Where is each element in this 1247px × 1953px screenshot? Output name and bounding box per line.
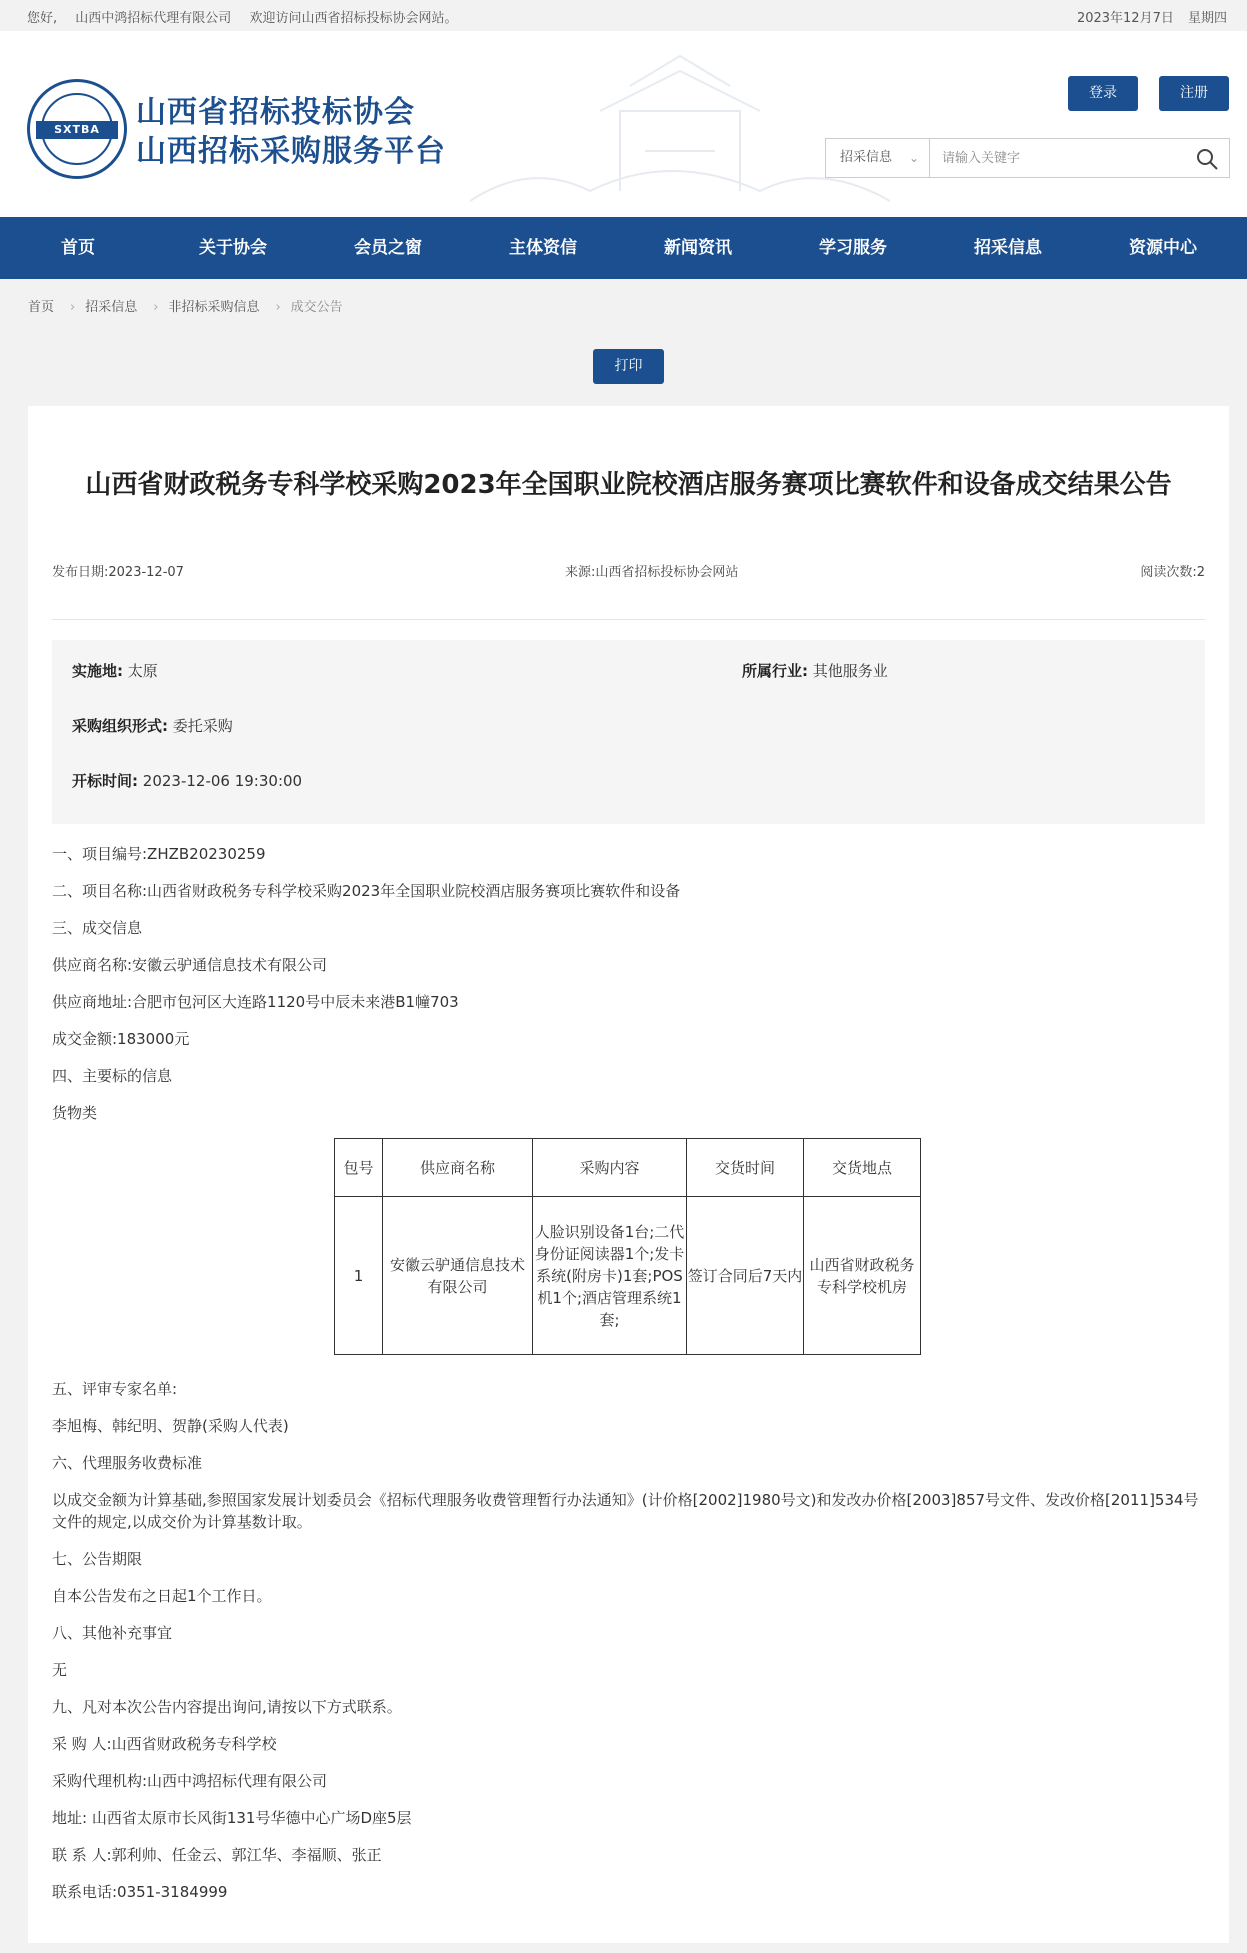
source-label: 来源: xyxy=(565,565,596,580)
info-industry-value: 其他服务业 xyxy=(812,662,888,680)
logo-abbr: SXTBA xyxy=(36,121,118,139)
cell-delivery-place: 山西省财政税务专科学校机房 xyxy=(804,1197,921,1355)
line-fee-heading: 六、代理服务收费标准 xyxy=(52,1454,203,1472)
line-experts: 李旭梅、韩纪明、贺静(采购人代表) xyxy=(52,1417,289,1435)
info-org-form xyxy=(72,715,233,736)
goods-table-header-row xyxy=(335,1139,921,1197)
publish-date xyxy=(52,561,184,580)
current-weekday: 星期四 xyxy=(1187,11,1227,26)
line-other: 无 xyxy=(52,1661,68,1679)
welcome-text: 欢迎访问山西省招标投标协会网站。 xyxy=(249,11,458,26)
line-purchaser: 采 购 人:山西省财政税务专科学校 xyxy=(52,1735,277,1753)
nav-item-news[interactable]: 新闻资讯 xyxy=(664,238,732,258)
publish-date-label: 发布日期: xyxy=(52,565,109,580)
company-name: 山西中鸿招标代理有限公司 xyxy=(75,11,232,26)
read-count xyxy=(1140,561,1205,580)
table-row xyxy=(335,1197,921,1355)
search-category-select[interactable] xyxy=(826,139,930,177)
col-delivery-place: 交货地点 xyxy=(804,1139,921,1197)
breadcrumb-separator-icon: › xyxy=(70,300,76,315)
login-button[interactable]: 登录 xyxy=(1068,76,1138,111)
nav-item-credit[interactable]: 主体资信 xyxy=(509,238,577,258)
cell-delivery-time: 签订合同后7天内 xyxy=(687,1197,804,1355)
association-logo xyxy=(27,79,127,179)
nav-item-learning[interactable]: 学习服务 xyxy=(819,238,887,258)
main-nav xyxy=(0,217,1247,279)
divider xyxy=(52,619,1205,620)
article-panel xyxy=(28,406,1229,1943)
cell-package: 1 xyxy=(335,1197,383,1355)
greeting-text: 您好, xyxy=(27,11,58,26)
breadcrumb-separator-icon: › xyxy=(153,300,159,315)
pagoda-background-art xyxy=(470,41,893,211)
line-deal-amount: 成交金额:183000元 xyxy=(52,1030,190,1048)
info-place xyxy=(72,660,158,681)
col-package: 包号 xyxy=(335,1139,383,1197)
site-title-secondary: 山西招标采购服务平台 xyxy=(136,134,446,169)
search-input[interactable] xyxy=(932,139,1187,177)
breadcrumb xyxy=(28,296,349,315)
info-org-value: 委托采购 xyxy=(172,717,233,735)
nav-item-resources[interactable]: 资源中心 xyxy=(1129,238,1197,258)
line-period-heading: 七、公告期限 xyxy=(52,1550,143,1568)
line-project-name: 二、项目名称:山西省财政税务专科学校采购2023年全国职业院校酒店服务赛项比赛软件和设备 xyxy=(52,882,681,900)
line-supplier-name: 供应商名称:安徽云驴通信息技术有限公司 xyxy=(52,956,328,974)
info-open-time xyxy=(72,770,302,791)
breadcrumb-current: 成交公告 xyxy=(290,300,343,315)
breadcrumb-separator-icon: › xyxy=(275,300,281,315)
line-main-items-heading: 四、主要标的信息 xyxy=(52,1067,173,1085)
line-phone: 联系电话:0351-3184999 xyxy=(52,1883,228,1901)
nav-item-procurement[interactable]: 招采信息 xyxy=(974,238,1042,258)
article-source xyxy=(565,561,738,580)
search-bar xyxy=(825,138,1230,178)
search-icon[interactable] xyxy=(1195,147,1219,171)
info-open-label: 开标时间: xyxy=(72,772,138,790)
project-info-box xyxy=(52,640,1205,824)
line-agency: 采购代理机构:山西中鸿招标代理有限公司 xyxy=(52,1772,328,1790)
top-bar xyxy=(0,0,1247,31)
publish-date-value: 2023-12-07 xyxy=(108,565,184,580)
line-contact-heading: 九、凡对本次公告内容提出询问,请按以下方式联系。 xyxy=(52,1698,402,1716)
info-industry xyxy=(742,660,888,681)
nav-item-about[interactable]: 关于协会 xyxy=(199,238,267,258)
breadcrumb-procurement[interactable]: 招采信息 xyxy=(85,300,138,315)
reads-label: 阅读次数: xyxy=(1140,565,1197,580)
line-deal-info-heading: 三、成交信息 xyxy=(52,919,143,937)
line-period: 自本公告发布之日起1个工作日。 xyxy=(52,1587,272,1605)
info-place-label: 实施地: xyxy=(72,662,123,680)
line-contacts: 联 系 人:郭利帅、任金云、郭江华、李福顺、张正 xyxy=(52,1846,382,1864)
nav-item-members[interactable]: 会员之窗 xyxy=(354,238,422,258)
fee-paragraph: 以成交金额为计算基础,参照国家发展计划委员会《招标代理服务收费管理暂行办法通知》(计价格[2002]1980号文)和发改办价格[2003]857号文件、发改价格[2011]534号文件的规定,以成交价为计算基数计取。 xyxy=(52,1491,1199,1531)
line-other-heading: 八、其他补充事宜 xyxy=(52,1624,173,1642)
nav-item-home[interactable]: 首页 xyxy=(61,238,95,258)
top-bar-right xyxy=(1067,7,1227,26)
breadcrumb-home[interactable]: 首页 xyxy=(28,300,55,315)
site-header xyxy=(0,31,1247,217)
chevron-down-icon: ⌄ xyxy=(908,151,919,165)
line-address: 地址: 山西省太原市长风街131号华德中心广场D座5层 xyxy=(52,1809,412,1827)
info-org-label: 采购组织形式: xyxy=(72,717,168,735)
info-industry-label: 所属行业: xyxy=(742,662,808,680)
cell-supplier: 安徽云驴通信息技术有限公司 xyxy=(383,1197,533,1355)
col-content: 采购内容 xyxy=(533,1139,687,1197)
cell-content: 人脸识别设备1台;二代身份证阅读器1个;发卡系统(附房卡)1套;POS机1个;酒店管理系统1套; xyxy=(533,1197,687,1355)
line-project-number: 一、项目编号:ZHZB20230259 xyxy=(52,845,266,863)
site-title-primary: 山西省招标投标协会 xyxy=(136,95,415,130)
current-date: 2023年12月7日 xyxy=(1076,11,1174,26)
source-value: 山西省招标投标协会网站 xyxy=(595,565,739,580)
line-goods-category: 货物类 xyxy=(52,1104,98,1122)
reads-value: 2 xyxy=(1196,565,1205,580)
col-delivery-time: 交货时间 xyxy=(687,1139,804,1197)
col-supplier: 供应商名称 xyxy=(383,1139,533,1197)
info-place-value: 太原 xyxy=(127,662,158,680)
breadcrumb-non-tender[interactable]: 非招标采购信息 xyxy=(168,300,260,315)
search-category-label: 招采信息 xyxy=(840,150,893,165)
goods-table xyxy=(334,1138,921,1355)
line-experts-heading: 五、评审专家名单: xyxy=(52,1380,178,1398)
top-bar-left xyxy=(27,7,471,26)
register-button[interactable]: 注册 xyxy=(1159,76,1229,111)
line-supplier-address: 供应商地址:合肥市包河区大连路1120号中辰未来港B1幢703 xyxy=(52,993,459,1011)
print-button[interactable]: 打印 xyxy=(593,349,664,384)
info-open-value: 2023-12-06 19:30:00 xyxy=(142,772,303,790)
article-title: 山西省财政税务专科学校采购2023年全国职业院校酒店服务赛项比赛软件和设备成交结果公告 xyxy=(85,470,1172,500)
